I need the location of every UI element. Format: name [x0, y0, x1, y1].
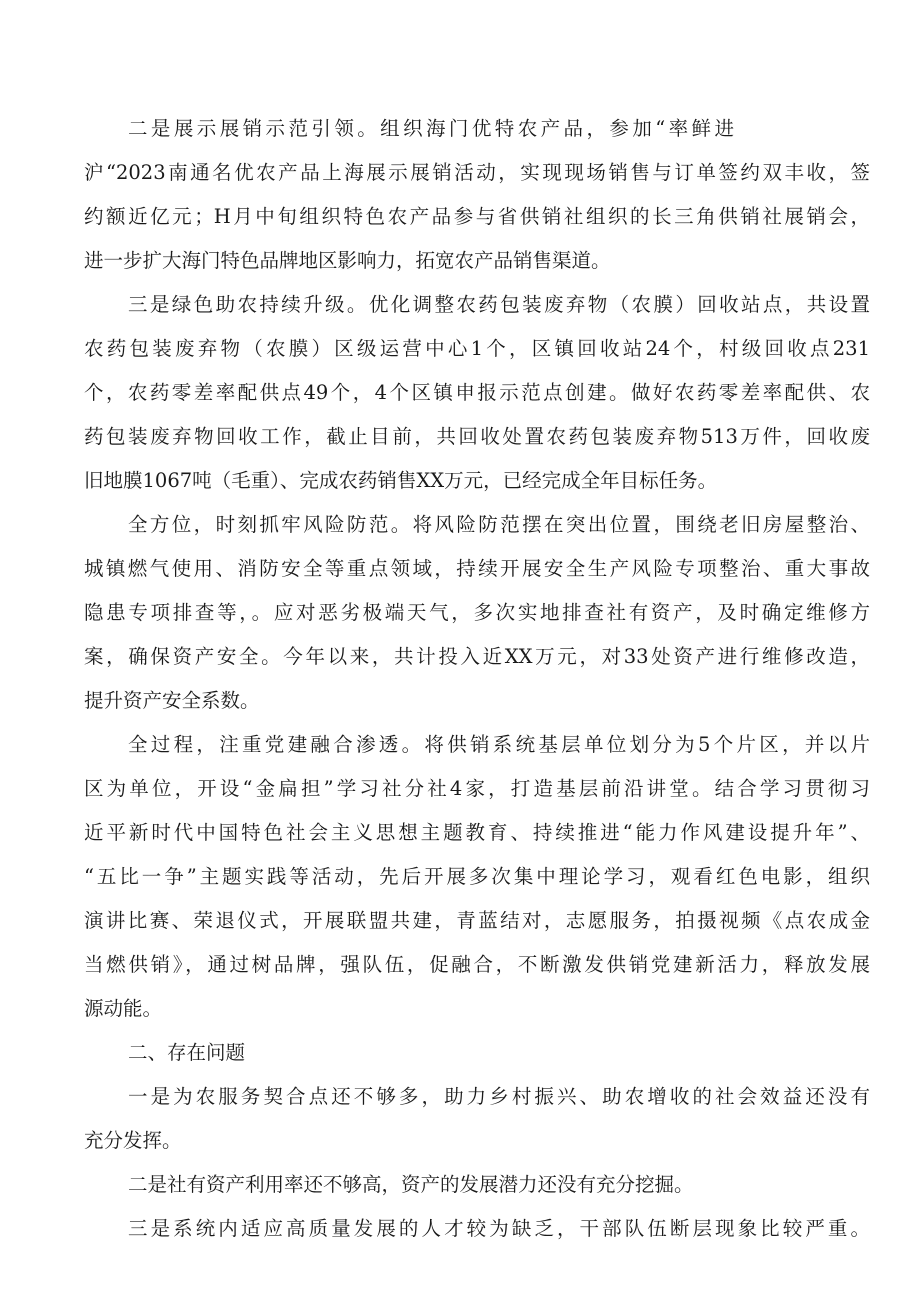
paragraph-exhibit-line-2: 沪“2023南通名优农产品上海展示展销活动，实现现场销售与订单签约双丰收，签: [84, 161, 870, 184]
paragraph-exhibit-line-1: 二是展示展销示范引领。组织海门优特农产品，参加“率鲜进: [128, 117, 734, 140]
paragraph-issue3-line-1: 三是系统内适应高质量发展的人才较为缺乏，干部队伍断层现象比较严重。: [128, 1217, 870, 1240]
paragraph-green-line-2: 农药包装废弃物（农膜）区级运营中心1个，区镇回收站24个，村级回收点231: [84, 337, 870, 360]
section-heading-issues: 二、存在问题: [128, 1041, 246, 1064]
paragraph-green-line-3: 个，农药零差率配供点49个，4个区镇申报示范点创建。做好农药零差率配供、农: [84, 381, 870, 404]
paragraph-party-line-1: 全过程，注重党建融合渗透。将供销系统基层单位划分为5个片区，并以片: [128, 733, 870, 756]
paragraph-issue1-line-1: 一是为农服务契合点还不够多，助力乡村振兴、助农增收的社会效益还没有: [128, 1085, 870, 1108]
paragraph-party-line-6: 当燃供销》，通过树品牌，强队伍，促融合，不断激发供销党建新活力，释放发展: [84, 953, 870, 976]
paragraph-issue2-line-1: 二是社有资产利用率还不够高，资产的发展潜力还没有充分挖掘。: [128, 1173, 694, 1196]
paragraph-party-line-7: 源动能。: [84, 997, 163, 1020]
paragraph-green-line-1: 三是绿色助农持续升级。优化调整农药包装废弃物（农膜）回收站点，共设置: [128, 293, 870, 316]
paragraph-issue1-line-2: 充分发挥。: [84, 1129, 182, 1152]
paragraph-exhibit-line-3: 约额近亿元；H月中旬组织特色农产品参与省供销社组织的长三角供销社展销会，: [84, 205, 870, 228]
paragraph-party-line-2: 区为单位，开设“金扁担”学习社分社4家，打造基层前沿讲堂。结合学习贯彻习: [84, 777, 870, 800]
paragraph-risk-line-5: 提升资产安全系数。: [84, 689, 260, 712]
paragraph-risk-line-4: 案，确保资产安全。今年以来，共计投入近XX万元，对33处资产进行维修改造，: [84, 645, 870, 668]
paragraph-risk-line-2: 城镇燃气使用、消防安全等重点领域，持续开展安全生产风险专项整治、重大事故: [84, 557, 870, 580]
paragraph-exhibit-line-4: 进一步扩大海门特色品牌地区影响力，拓宽农产品销售渠道。: [84, 249, 611, 272]
paragraph-party-line-5: 演讲比赛、荣退仪式，开展联盟共建，青蓝结对，志愿服务，拍摄视频《点农成金: [84, 909, 870, 932]
paragraph-risk-line-3: 隐患专项排查等，。应对恶劣极端天气，多次实地排查社有资产，及时确定维修方: [84, 601, 870, 624]
paragraph-green-line-4: 药包装废弃物回收工作，截止目前，共回收处置农药包装废弃物513万件，回收废: [84, 425, 870, 448]
paragraph-risk-line-1: 全方位，时刻抓牢风险防范。将风险防范摆在突出位置，围绕老旧房屋整治、: [128, 513, 870, 536]
paragraph-party-line-4: “五比一争”主题实践等活动，先后开展多次集中理论学习，观看红色电影，组织: [84, 865, 870, 888]
paragraph-green-line-5: 旧地膜1067吨（毛重）、完成农药销售XX万元，已经完成全年目标任务。: [84, 469, 718, 492]
paragraph-party-line-3: 近平新时代中国特色社会主义思想主题教育、持续推进“能力作风建设提升年”、: [84, 821, 870, 844]
